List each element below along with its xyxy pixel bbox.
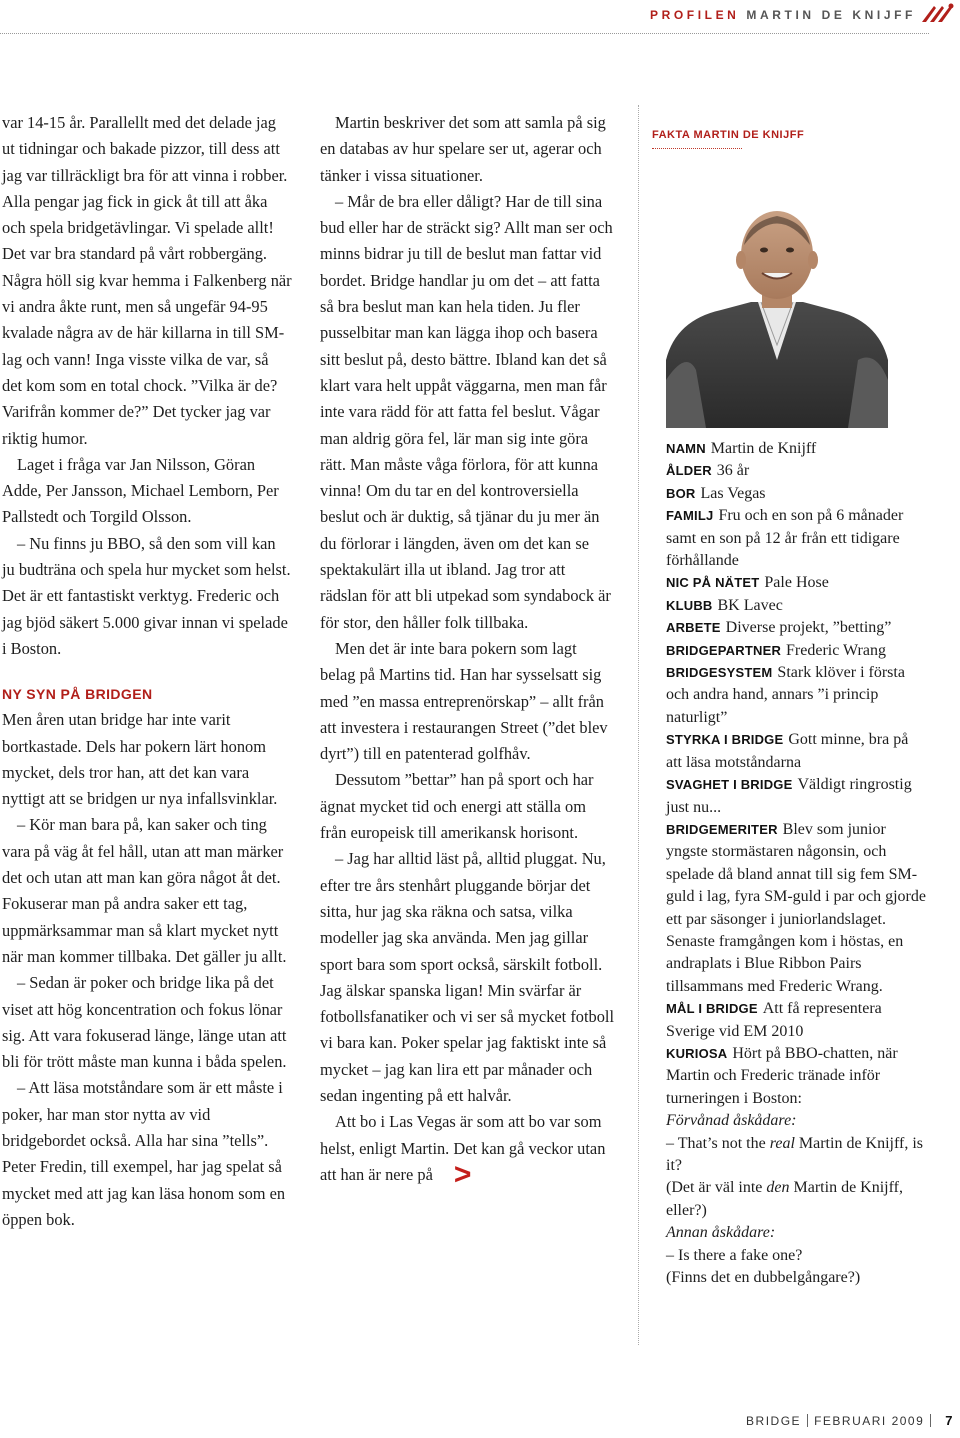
fakta-label: BRIDGEMERITER [666, 821, 778, 837]
fakta-item [666, 819, 928, 998]
continue-arrow-icon: > [453, 1157, 472, 1191]
fakta-value: Martin de Knijff [710, 440, 817, 457]
paragraph: Dessutom ”bettar” han på sport och har ägnat mycket tid och energi att ställa om från europeisk till amerikansk horisont. [320, 770, 594, 843]
page-number: 7 [945, 1413, 954, 1428]
column-divider [638, 105, 639, 1345]
paragraph: Men åren utan bridge har inte varit bortkastade. Dels har pokern lärt honom mycket, dels tror han, att det kan vara nyttigt att se bridgen ur nya infallsvinklar. [2, 710, 278, 809]
page-footer [746, 1413, 954, 1428]
fakta-item [666, 460, 928, 482]
paragraph: – Jag har alltid läst på, alltid pluggat. Nu, efter tre års stenhårt pluggande börjar det sitta, hur jag ska räkna och satsa, vilka modeller jag ska använda. Men jag gillar sport bara som sport också, särskilt fotboll. Jag älskar spanska ligan! Min svärfar är fotbollsfanatiker och vi ser så mycket fotboll vi bara kan. Poker spelar jag faktiskt inte så mycket – jag kan lira ett par månader och sedan ingenting på ett halvår. [320, 849, 615, 1105]
fakta-value: Blev som junior yngste stormästaren någonsin, och spelade då bland annat till sig fem SM-guld i lag, fyra SM-guld i par och gjorde ett par säsonger i juniorlandslaget. Senaste framgången kom i höstas, en andraplats i Blue Ribbon Pairs tillsammans med Frederic Wrang. [666, 820, 926, 995]
fakta-label: KLUBB [666, 597, 713, 613]
footer-divider [930, 1414, 931, 1427]
paragraph: var 14-15 år. Parallellt med det delade jag ut tidningar och bakade pizzor, till dess att jag var tillräckligt bra för att vinna i robber. Alla pengar jag fick in gick åt till att åka och spela bridgetävlingar. Vi spelade allt! Det var bra standard på vårt robbergäng. Några höll sig kvar hemma i Falkenberg när vi andra åkte runt, men så ungefär 94-95 kvalade några av de här killarna in till SM-lag och vann! Inga visste vilka de var, så det kom som en total chock. ”Vilka är de? Varifrån kommer de?” Det tycker jag var riktig humor. [2, 113, 292, 448]
fakta-value: Las Vegas [700, 484, 766, 502]
quote-text: – That’s not the [666, 1134, 770, 1152]
section-subheading: NY SYN PÅ BRIDGEN [2, 686, 153, 703]
fakta-value: Stark klöver i första och andra hand, annars ”i princip naturligt” [666, 664, 905, 726]
translation-emphasis: den [766, 1179, 790, 1197]
footer-issue: FEBRUARI 2009 [814, 1414, 925, 1428]
fakta-value: BK Lavec [717, 596, 783, 614]
fakta-title: FAKTA MARTIN DE KNIJFF [652, 129, 805, 141]
fakta-label: ARBETE [666, 620, 721, 636]
fakta-value: Gott minne, bra på att läsa motståndarna [666, 731, 909, 771]
fakta-title-rule [652, 148, 742, 149]
dialog-quote-1 [666, 1133, 928, 1178]
fakta-label: NIC PÅ NÄTET [666, 575, 760, 591]
fakta-label: BRIDGEPARTNER [666, 642, 782, 658]
fakta-item [666, 572, 928, 594]
fakta-item [666, 505, 928, 572]
speaker-label: Annan åskådare: [666, 1224, 776, 1242]
paragraph-text: Att bo i Las Vegas är som att bo var som helst, enligt Martin. Det kan gå veckor utan att han är nere på [320, 1112, 606, 1184]
fakta-item [666, 595, 928, 617]
paragraph: – Mår de bra eller dåligt? Har de till sina bud eller har de sträckt sig? Allt man ser och minns bidrar ju till de beslut man fattar vid bordet. Bridge handlar ju om det – att fatta så bra beslut man kan hela tiden. Ju fler pusselbitar man kan lägga ihop och basera sitt beslut på, desto bättre. Ibland kan det så klart vara helt uppåt väggarna, men man får inte vara rädd för att fatta fel beslut. Vågar man aldrig göra fel, lär man sig inte göra rätt. Man måste våga förlora, för att kunna vinna! Om du tar en del kontroversiella beslut och är duktig, så tjänar du ju mer än du förlorar i längden, även om det kan se spektakulärt illa ut ibland. Jag tror att rädslan för att bli utpekad som syndabock är för stor, den håller folk tillbaka. [320, 191, 613, 632]
paragraph: Martin beskriver det som att samla på sig en databas av hur spelare ser ut, agerar och tänker i vissa situationer. [320, 113, 606, 185]
fakta-value: Fru och en son på 6 månader samt en son på 12 år från ett tidigare förhållande [666, 507, 904, 570]
fakta-label: ÅLDER [666, 463, 712, 479]
paragraph: – Nu finns ju BBO, så den som vill kan ju budträna och spela hur mycket som helst. Det är ett fantastiskt verktyg. Frederic och jag bjöd säkert 5.000 givar innan vi spelade i Boston. [2, 533, 291, 658]
article-column-1 [2, 110, 292, 1233]
paragraph: Laget i fråga var Jan Nilsson, Göran Adde, Per Jansson, Michael Lemborn, Per Pallstedt och Torgild Olsson. [2, 454, 279, 527]
fakta-item [666, 1043, 928, 1110]
fakta-item [666, 640, 928, 662]
fakta-label: NAMN [666, 441, 706, 456]
header-subject: MARTIN DE KNIJFF [746, 8, 916, 22]
fakta-item [666, 483, 928, 505]
fakta-label: BOR [666, 485, 696, 501]
dialog-speaker-2 [666, 1222, 928, 1244]
portrait-photo [666, 210, 888, 428]
fakta-value: Väldigt ringrostig just nu... [666, 776, 912, 816]
fakta-label: SVAGHET I BRIDGE [666, 777, 793, 793]
fakta-label: FAMILJ [666, 508, 714, 524]
speaker-label: Förvånad åskådare: [666, 1112, 797, 1130]
fakta-list [666, 438, 928, 1110]
fakta-item [666, 998, 928, 1043]
fakta-value: Hört på BBO-chatten, när Martin och Frederic tränade inför turneringen i Boston: [666, 1044, 898, 1107]
running-header [650, 8, 916, 22]
fakta-label: BRIDGESYSTEM [666, 665, 773, 681]
fakta-value: Pale Hose [764, 574, 829, 592]
fakta-label: MÅL I BRIDGE [666, 1001, 758, 1017]
header-rule [0, 33, 929, 34]
fakta-item [666, 774, 928, 819]
quote-emphasis: real [769, 1134, 795, 1152]
fakta-label: KURIOSA [666, 1045, 728, 1061]
dialog-translation-2: (Finns det en dubbelgångare?) [666, 1269, 861, 1287]
dialog-translation-1 [666, 1177, 928, 1222]
fakta-value: Att få representera Sverige vid EM 2010 [666, 1000, 882, 1040]
fakta-value: 36 år [716, 462, 750, 480]
fakta-label: STYRKA I BRIDGE [666, 732, 784, 748]
paragraph: Men det är inte bara pokern som lagt belag på Martins tid. Han har sysselsatt sig med ”en massa entreprenörskap” – allt från att investera i restaurangen Street (”det blev dyrt”) till en patenterad golfhåv. [320, 638, 608, 764]
dialog-quote-2: – Is there a fake one? [666, 1246, 803, 1264]
article-column-2 [320, 110, 615, 1191]
fakta-box [666, 438, 928, 1289]
paragraph: – Sedan är poker och bridge lika på det viset att hög koncentration och fokus lönar sig. Att vara fokuserad länge, länge utan att bli för trött måste man kunna i båda spelen. [2, 973, 287, 1072]
dialog-speaker-1 [666, 1110, 928, 1132]
header-section: PROFILEN [649, 8, 740, 22]
fakta-item [666, 438, 928, 460]
fakta-value: Frederic Wrang [786, 641, 886, 659]
magazine-logo-icon [920, 2, 956, 24]
translation-text: (Det är väl inte [666, 1179, 767, 1197]
footer-divider [807, 1414, 808, 1427]
fakta-item [666, 662, 928, 729]
paragraph: – Att läsa motståndare som är ett måste i poker, har man stor nytta av vid bridgebordet också. Alla har sina ”tells”. Peter Fredin, till exempel, har jag spelat så mycket med att jag kan läsa honom som en öppen bok. [2, 1078, 286, 1229]
quote-text: Martin de Knijff, is it? [666, 1134, 924, 1174]
paragraph [320, 1109, 615, 1191]
translation-text: Martin de Knijff, eller?) [666, 1179, 903, 1219]
fakta-item [666, 617, 928, 639]
fakta-item [666, 729, 928, 774]
footer-magazine: BRIDGE [746, 1414, 802, 1428]
fakta-value: Diverse projekt, ”betting” [725, 619, 892, 637]
paragraph: – Kör man bara på, kan saker och ting vara på väg åt fel håll, utan att man märker det och utan att man kan göra något åt det. Fokuserar man på andra saker ett tag, uppmärksammar man så klart mycket nytt när man kommer tillbaka. Det gäller ju allt. [2, 815, 287, 966]
